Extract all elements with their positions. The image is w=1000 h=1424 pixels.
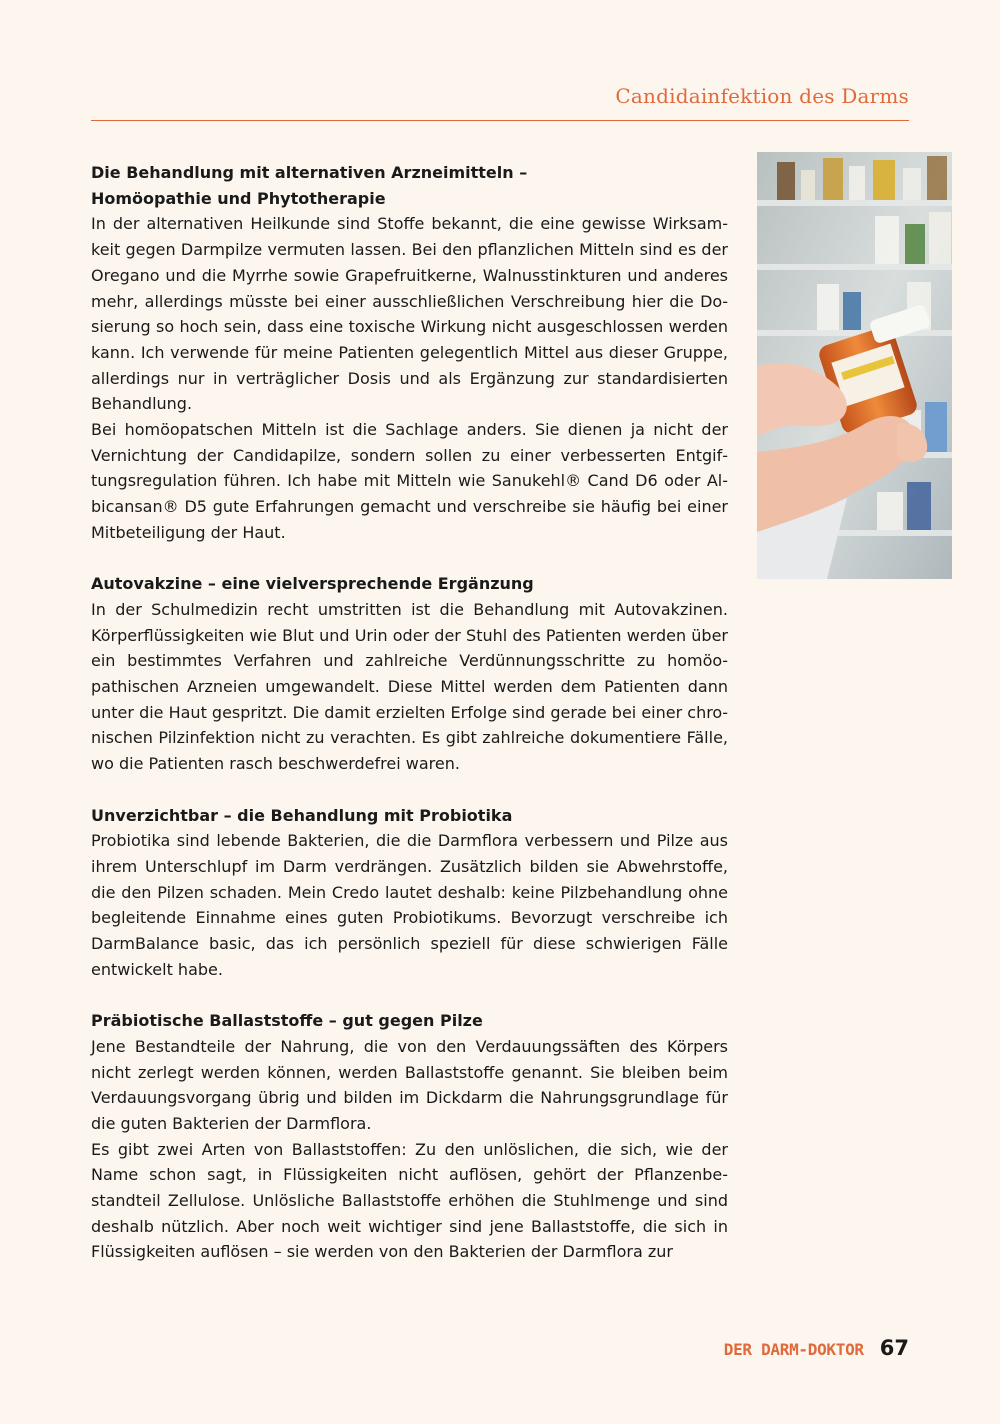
pharmacy-photo [757,152,952,579]
pharmacy-photo-illustration [757,152,952,579]
paragraph: Probiotika sind lebende Bakterien, die die Darmflora verbessern und Pilze aus ihrem Unterschlupf im Darm verdrängen. Zusätzlich bilden sie Abwehrstoffe, die den Pilzen schaden. Mein Credo lautet deshalb: keine Pilzbehandlung ohne begleitende Einnahme eines guten Probiotikums. Bevorzugt verschreibe ich DarmBalance basic, das ich persönlich speziell für diese schwierigen Fälle entwickelt habe. [91,831,728,979]
header-rule [91,120,909,121]
paragraph: Es gibt zwei Arten von Ballaststoffen: Zu den unlöslichen, die sich, wie der Name schon sagt, in Flüssigkeiten nicht auflösen, gehört der Pflanzenbestandteil Zellulose. Unlösliche Ballaststoffe erhöhen die Stuhlmenge und sind deshalb nützlich. Aber noch weit wichtiger sind jene Ballaststoffe, die sich in Flüssigkeiten auflösen – sie werden von den Bakterien der Darmflora zur [91,1139,728,1262]
paragraph: Bei homöopatschen Mitteln ist die Sachlage anders. Sie dienen ja nicht der Vernichtung der Candidapilze, sondern sollen zu einer verbesserten Entgiftungsregulation führen. Ich habe mit Mitteln wie Sanukehl® Cand D6 oder Albicansan® D5 gute Erfahrungen gemacht und verschreibe sie häufig bei einer Mitbeteiligung der Haut. [91,420,728,542]
section-heading: Unverzichtbar – die Behandlung mit Probiotika [91,805,513,825]
paragraph: Jene Bestandteile der Nahrung, die von den Verdauungssäften des Körpers nicht zerlegt werden können, werden Ballaststoffe genannt. Sie bleiben beim Verdauungsvorgang übrig und bilden im Dickdarm die Nahrungsgrundlage für die guten Bakterien der Darmflora. [91,1036,728,1133]
paragraph: In der alternativen Heilkunde sind Stoffe bekannt, die eine gewisse Wirksamkeit gegen Darmpilze vermuten lassen. Bei den pflanzlichen Mitteln sind es der Oregano und die Myrrhe sowie Grapefruitkerne, Walnusstinkturen und anderes mehr, allerdings müsste bei einer ausschließlichen Verschreibung hier die Dosierung so hoch sein, dass eine toxische Wirkung nicht ausgeschlossen werden kann. Ich verwende für meine Patienten gelegentlich Mittel aus dieser Gruppe, allerdings nur in verträglicher Dosis und als Ergänzung zur standardisierten Behandlung. [91,214,728,414]
body-text [91,160,728,1291]
section-autovakzine [91,571,728,777]
heading-line: Die Behandlung mit alternativen Arzneimitteln – [91,163,528,182]
running-title: Candidainfektion des Darms [615,84,909,108]
section-alternative-medicine [91,160,728,546]
page-number: 67 [879,1336,909,1360]
section-ballaststoffe [91,1008,728,1265]
footer [724,1336,909,1360]
paragraph: In der Schulmedizin recht umstritten ist die Behandlung mit Autovakzinen. Körperflüssigkeiten wie Blut und Urin oder der Stuhl des Patienten werden über ein bestimmtes Verfahren und zahlreiche Verdünnungsschritte zu homöopathischen Arzneien umgewandelt. Diese Mittel werden dem Patienten dann unter die Haut gespritzt. Die damit erzielten Erfolge sind gerade bei einer chronischen Pilzinfektion nicht zu verachten. Es gibt zahlreiche dokumentiere Fälle, wo die Patienten rasch beschwerdefrei waren. [91,599,728,774]
section-probiotika [91,803,728,983]
section-heading: Präbiotische Ballaststoffe – gut gegen Pilze [91,1011,483,1031]
section-heading [91,160,728,211]
heading-line: Homöopathie und Phytotherapie [91,188,386,208]
book-title: DER DARM-DOKTOR [723,1340,864,1359]
section-heading: Autovakzine – eine vielversprechende Ergänzung [91,574,534,594]
